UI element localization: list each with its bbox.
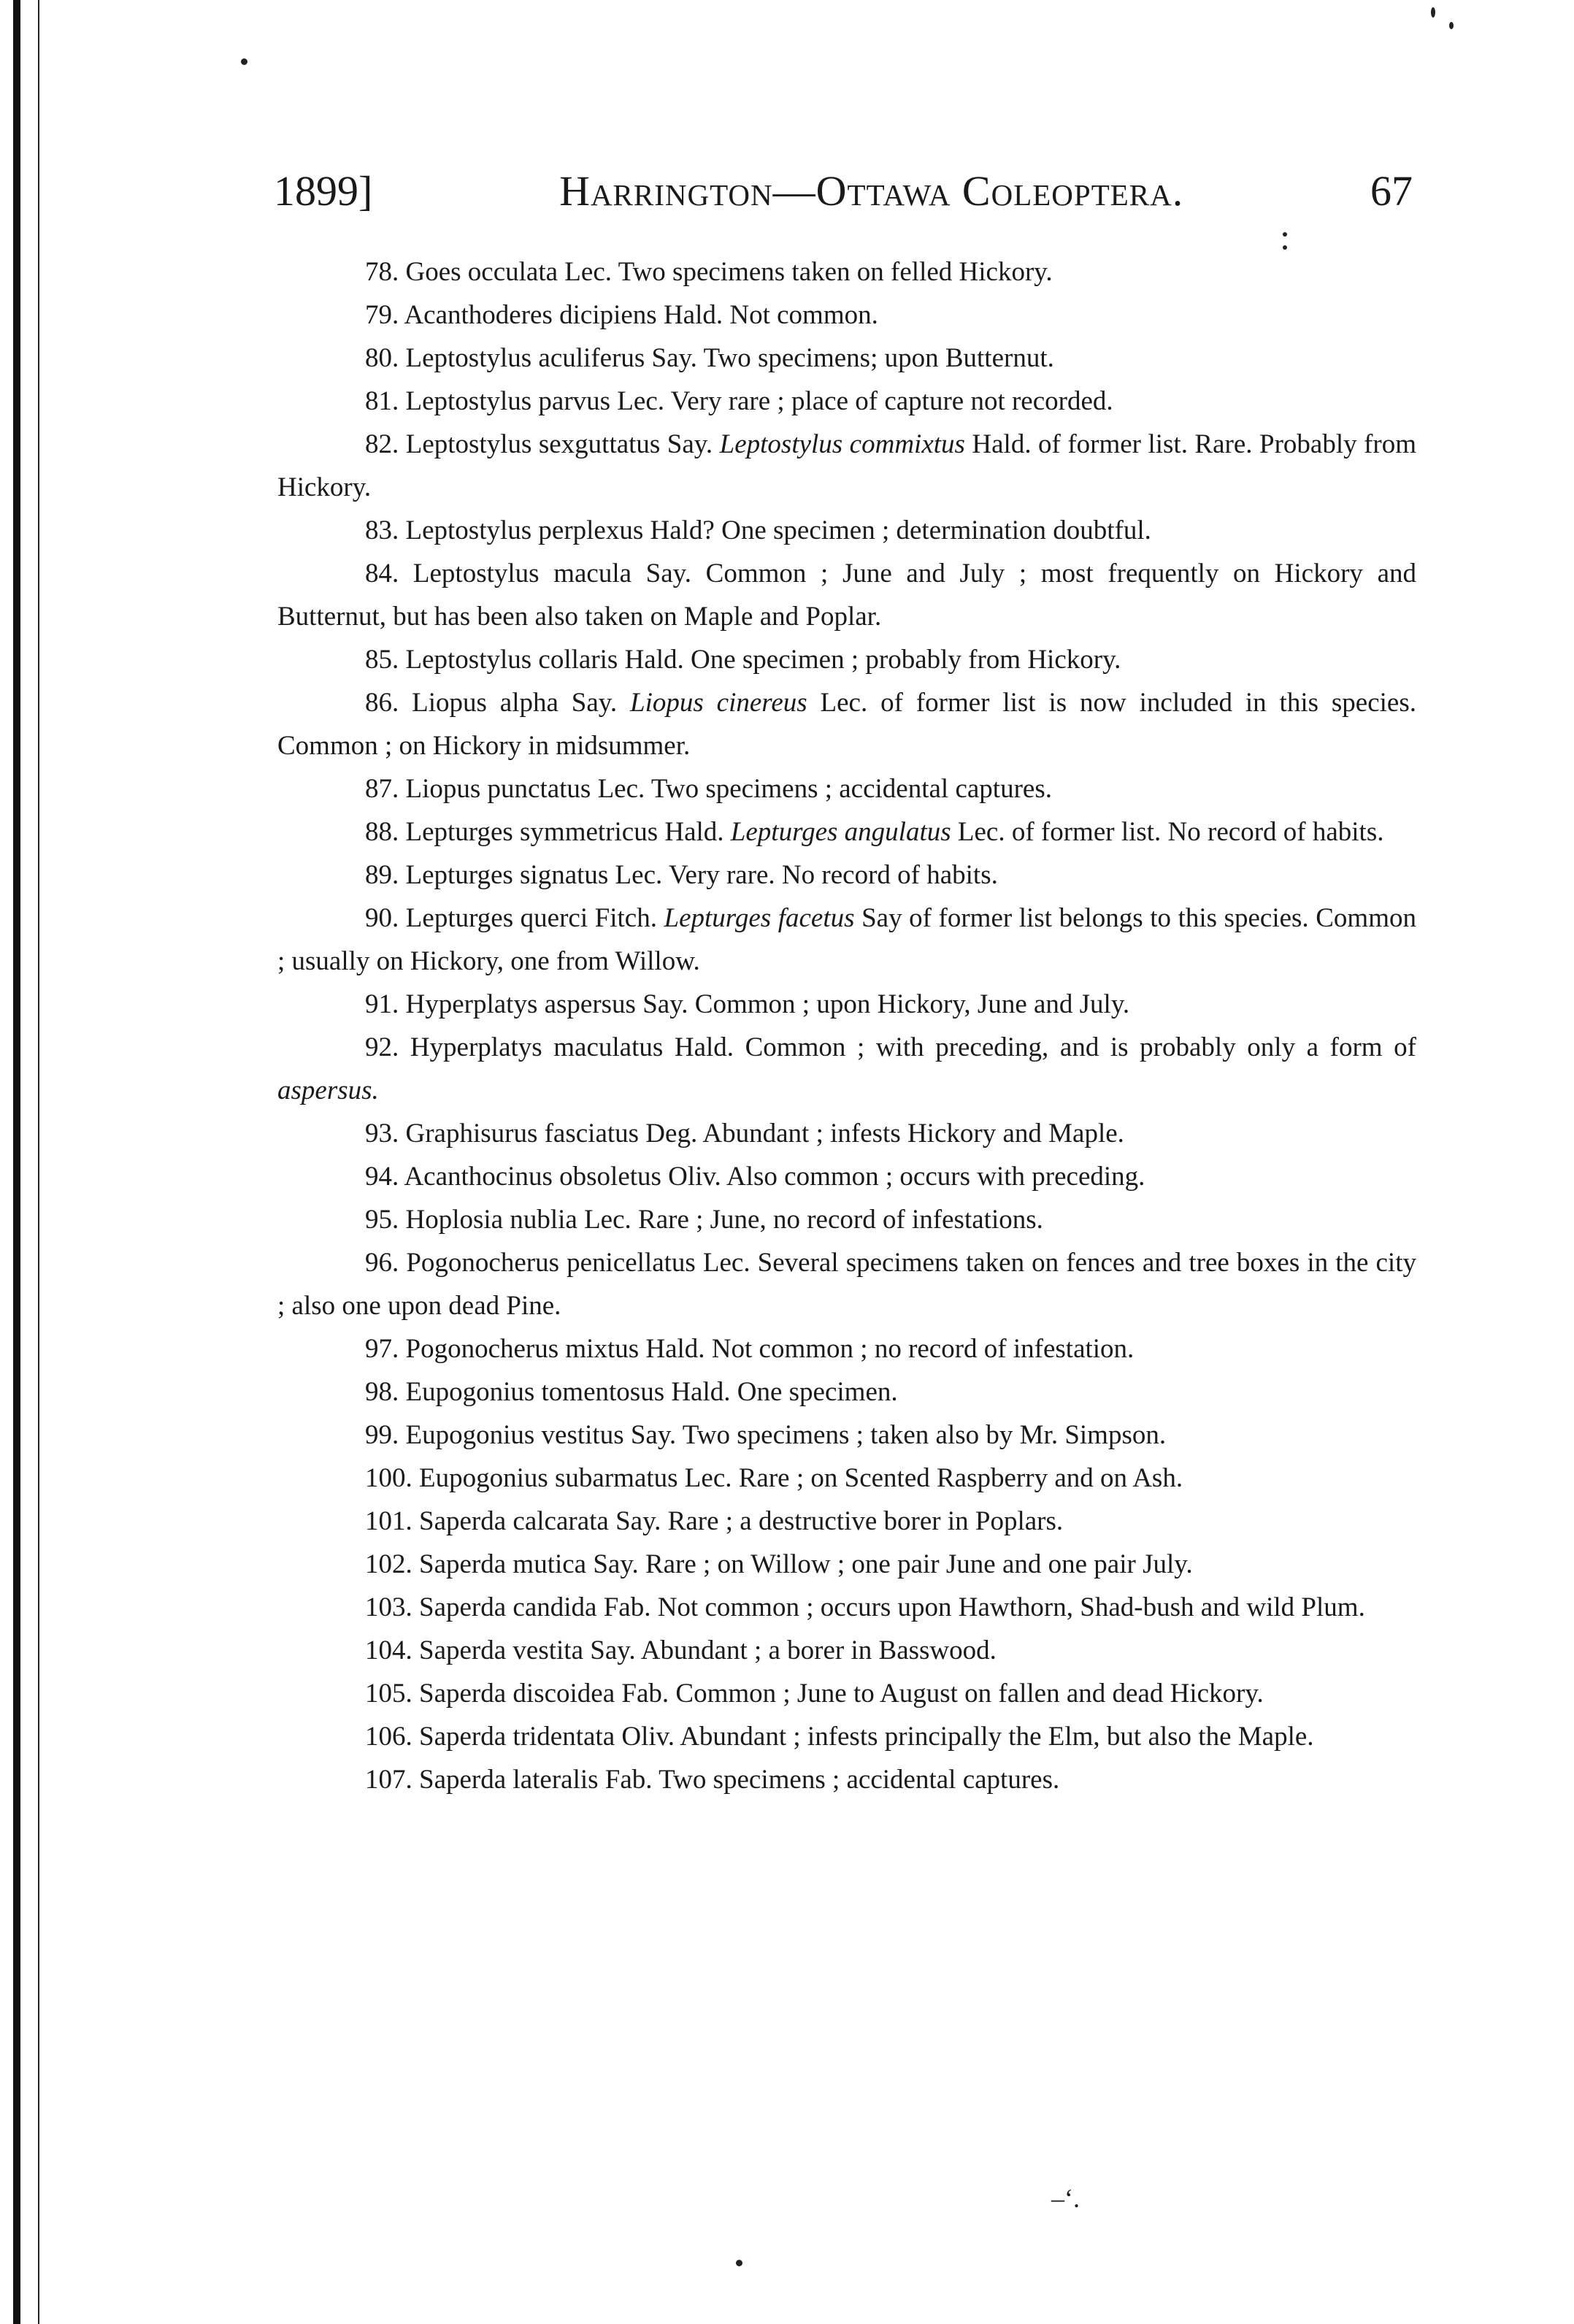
entry-text: 87. Liopus punctatus Lec. Two specimens ; accidental captures.	[365, 774, 1052, 804]
species-entry	[277, 1629, 1416, 1672]
species-entry	[277, 681, 1416, 767]
species-entry	[277, 1241, 1416, 1327]
species-entry	[277, 1327, 1416, 1370]
species-entry	[277, 294, 1416, 337]
species-entry	[277, 897, 1416, 983]
entry-text: 92. Hyperplatys maculatus Hald. Common ; with preceding, and is probably only a form of	[365, 1032, 1416, 1062]
species-entry	[277, 1370, 1416, 1414]
species-entry	[277, 1672, 1416, 1715]
species-entry	[277, 1758, 1416, 1801]
species-entry	[277, 1026, 1416, 1112]
entry-text: 96. Pogonocherus penicellatus Lec. Several specimens taken on fences and tree boxes in the city ; also one upon dead Pine.	[277, 1248, 1416, 1321]
speck-mark	[1283, 232, 1287, 237]
binding-edge	[13, 0, 20, 2324]
species-entry	[277, 1500, 1416, 1543]
entry-text: 94. Acanthocinus obsoletus Oliv. Also common ; occurs with preceding.	[365, 1162, 1145, 1192]
page-mark: –ʻ.	[1051, 2184, 1080, 2213]
species-entry	[277, 250, 1416, 294]
entry-text: Lec. of former list. No record of habits.	[951, 817, 1384, 847]
species-entry	[277, 1414, 1416, 1457]
entry-text: 90. Lepturges querci Fitch.	[365, 903, 664, 933]
entry-text: 88. Lepturges symmetricus Hald.	[365, 817, 731, 847]
entry-text: 86. Liopus alpha Say.	[365, 688, 631, 718]
species-entry	[277, 1457, 1416, 1500]
entry-text: 81. Leptostylus parvus Lec. Very rare ; place of capture not recorded.	[365, 386, 1113, 416]
synonym-name: Lepturges facetus	[664, 903, 855, 933]
entry-text: 102. Saperda mutica Say. Rare ; on Willow ; one pair June and one pair July.	[365, 1549, 1193, 1579]
entry-text: Say of former list belongs to this species. Common ; usually on Hickory, one from Willow.	[277, 903, 1416, 976]
entry-text: 107. Saperda lateralis Fab. Two specimens ; accidental captures.	[365, 1765, 1060, 1795]
page-header	[274, 166, 1413, 218]
speck-mark	[1431, 7, 1435, 18]
entry-text: 80. Leptostylus aculiferus Say. Two specimens; upon Butternut.	[365, 343, 1054, 373]
entry-text: 105. Saperda discoidea Fab. Common ; June to August on fallen and dead Hickory.	[365, 1679, 1264, 1709]
species-entry	[277, 1586, 1416, 1629]
header-title: Harrington—Ottawa Coleoptera.	[559, 167, 1184, 215]
entry-text: 84. Leptostylus macula Say. Common ; June and July ; most frequently on Hickory and Butternut, but has been also taken on Maple and Poplar.	[277, 559, 1416, 632]
entry-text: 103. Saperda candida Fab. Not common ; occurs upon Hawthorn, Shad-bush and wild Plum.	[365, 1592, 1365, 1622]
synonym-name: Lepturges angulatus	[730, 817, 951, 847]
entry-text: 100. Eupogonius subarmatus Lec. Rare ; on Scented Raspberry and on Ash.	[365, 1463, 1183, 1493]
binding-edge-line	[38, 0, 39, 2324]
speck-mark	[1449, 22, 1454, 29]
synonym-name: Leptostylus commixtus	[719, 429, 965, 459]
species-entry	[277, 337, 1416, 380]
species-entry	[277, 380, 1416, 423]
entry-text: 79. Acanthoderes dicipiens Hald. Not common.	[365, 300, 878, 330]
entry-text: 83. Leptostylus perplexus Hald? One specimen ; determination doubtful.	[365, 515, 1151, 545]
entry-text: 82. Leptostylus sexguttatus Say.	[365, 429, 720, 459]
entry-text: 85. Leptostylus collaris Hald. One specimen ; probably from Hickory.	[365, 645, 1121, 675]
speck-mark	[1283, 245, 1287, 250]
header-year: 1899]	[274, 167, 373, 215]
entry-text: 101. Saperda calcarata Say. Rare ; a destructive borer in Poplars.	[365, 1506, 1064, 1536]
species-entry	[277, 638, 1416, 681]
entry-text: 98. Eupogonius tomentosus Hald. One specimen.	[365, 1377, 898, 1407]
speck-mark	[736, 2260, 742, 2266]
entry-text: 95. Hoplosia nublia Lec. Rare ; June, no record of infestations.	[365, 1205, 1043, 1235]
species-entry	[277, 509, 1416, 552]
entry-text: 89. Lepturges signatus Lec. Very rare. No record of habits.	[365, 860, 998, 890]
speck-mark	[241, 58, 247, 65]
entry-text: 91. Hyperplatys aspersus Say. Common ; upon Hickory, June and July.	[365, 989, 1130, 1019]
species-entry	[277, 810, 1416, 854]
entry-text: 104. Saperda vestita Say. Abundant ; a borer in Basswood.	[365, 1635, 997, 1665]
species-entry	[277, 767, 1416, 810]
entry-text: 93. Graphisurus fasciatus Deg. Abundant ; infests Hickory and Maple.	[365, 1119, 1124, 1148]
entry-text: 97. Pogonocherus mixtus Hald. Not common ; no record of infestation.	[365, 1334, 1135, 1364]
entry-text: 99. Eupogonius vestitus Say. Two specimens ; taken also by Mr. Simpson.	[365, 1420, 1167, 1450]
species-entry	[277, 1198, 1416, 1241]
entry-text: 106. Saperda tridentata Oliv. Abundant ; infests principally the Elm, but also the Maple.	[365, 1722, 1314, 1752]
synonym-name: aspersus.	[277, 1075, 379, 1105]
entry-text: 78. Goes occulata Lec. Two specimens taken on felled Hickory.	[365, 257, 1053, 287]
entry-text: Hald. of former list. Rare. Probably from Hickory.	[277, 429, 1416, 502]
species-entry	[277, 423, 1416, 509]
species-entry	[277, 1715, 1416, 1758]
species-entry	[277, 552, 1416, 638]
species-entry	[277, 983, 1416, 1026]
synonym-name: Liopus cinereus	[630, 688, 807, 718]
species-entry	[277, 1155, 1416, 1198]
species-entry	[277, 1543, 1416, 1586]
page-number: 67	[1370, 167, 1413, 215]
entry-text: Lec. of former list is now included in this species. Common ; on Hickory in midsummer.	[277, 688, 1416, 761]
species-entry	[277, 1112, 1416, 1155]
species-list	[277, 250, 1416, 1801]
species-entry	[277, 854, 1416, 897]
